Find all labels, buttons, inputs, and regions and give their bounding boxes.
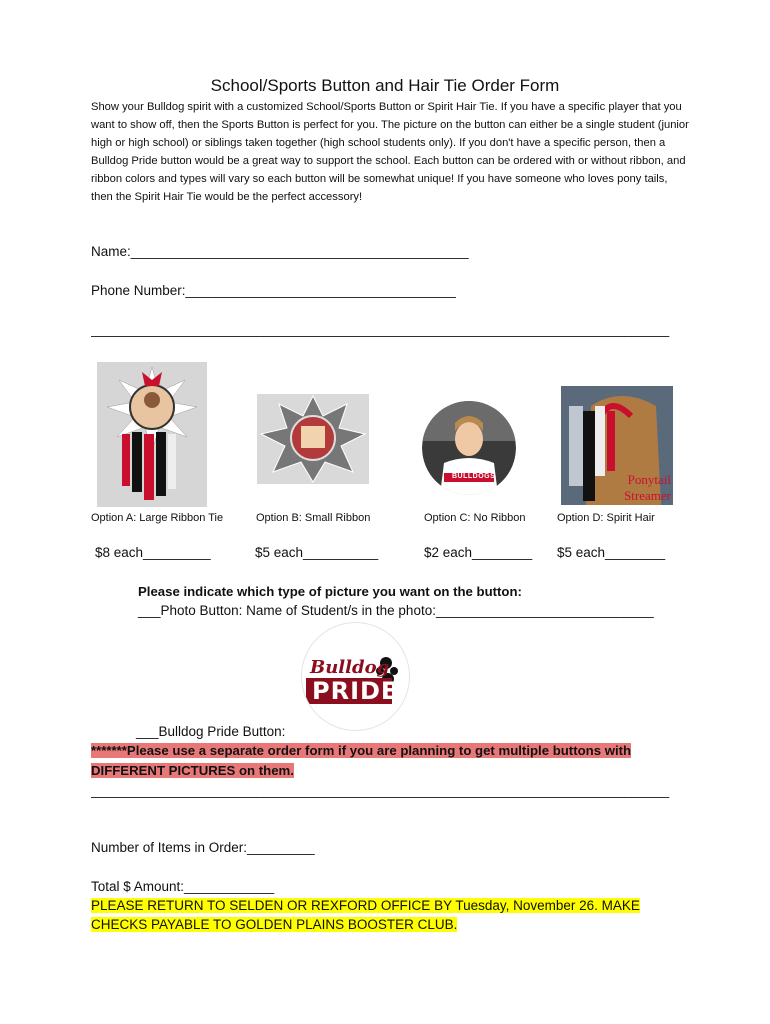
spirit-hair-photo [561,386,673,505]
return-note-line-2: CHECKS PAYABLE TO GOLDEN PLAINS BOOSTER CLUB. [91,917,458,932]
option-d-price[interactable]: $5 each________ [557,545,666,560]
ponytail-streamer-overlay: Ponytail Streamer [624,472,671,503]
name-field[interactable]: Name:_____________________________________________ [91,244,469,259]
option-b-price[interactable]: $5 each__________ [255,545,379,560]
large-ribbon-photo [97,362,207,507]
items-count-field[interactable]: Number of Items in Order:_________ [91,840,315,855]
picture-type-heading: Please indicate which type of picture you want on the button: [138,584,522,599]
option-b-caption: Option B: Small Ribbon [256,512,371,524]
return-note-line-1: PLEASE RETURN TO SELDEN OR REXFORD OFFICE BY Tuesday, November 26. MAKE [91,898,640,913]
pride-button-option[interactable]: ___Bulldog Pride Button: [136,724,286,739]
separator-line-2: _____________________________________________________________________________ [91,783,670,798]
warning-line-2: DIFFERENT PICTURES on them. [91,763,294,778]
logo-word: PRIDE [312,677,399,705]
intro-paragraph: Show your Bulldog spirit with a customized School/Sports Button or Spirit Hair Tie. If you have a specific player that you want to show off, then the Sports Button is perfect for you. The picture on the button can either be a single student (junior high or high school) or siblings taken together (high school students only). If you don't have a specific person, then a Bulldog Pride button would be a great way to support the school. Each button can be ordered with or without ribbon, and ribbon colors and types will vary so each button will be somewhat unique! If you have someone who loves pony tails, then the Spirit Hair Tie would be the perfect accessory! [91,101,689,203]
logo-script: Bulldog [310,657,390,678]
small-ribbon-photo [257,394,369,484]
no-ribbon-photo [422,401,516,495]
option-a-caption: Option A: Large Ribbon Tie [91,512,224,524]
phone-field[interactable]: Phone Number:____________________________________ [91,283,456,298]
total-amount-field[interactable]: Total $ Amount:____________ [91,879,275,894]
warning-line-1: *******Please use a separate order form if you are planning to get multiple buttons with [91,743,632,758]
bulldog-pride-logo [301,622,410,731]
option-a-price[interactable]: $8 each_________ [95,545,211,560]
photo-button-option[interactable]: ___Photo Button: Name of Student/s in the photo:_____________________________ [138,603,654,618]
separator-line: _____________________________________________________________________________ [91,322,670,337]
option-d-caption: Option D: Spirit Hair [557,512,655,524]
option-c-price[interactable]: $2 each________ [424,545,533,560]
option-c-caption: Option C: No Ribbon [424,512,526,524]
page-title: School/Sports Button and Hair Tie Order Form [210,76,560,95]
jersey-text: BULLDOGS [452,473,496,480]
